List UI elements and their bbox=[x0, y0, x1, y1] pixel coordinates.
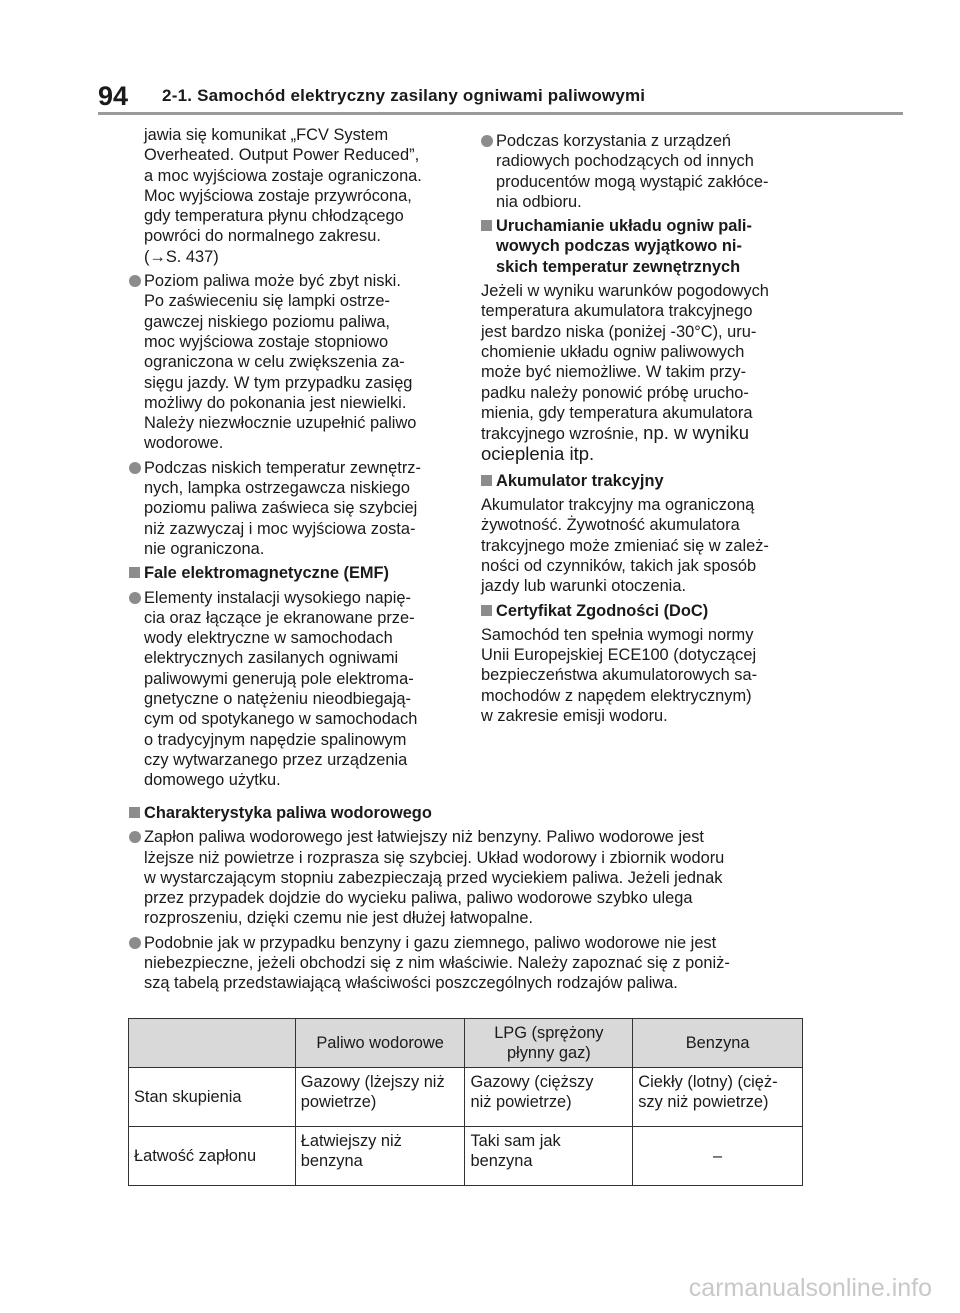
cell-line: benzyna bbox=[300, 1152, 363, 1170]
text-line: nia odbioru. bbox=[496, 192, 582, 211]
text-line: cym od spotykanego w samochodach bbox=[144, 710, 418, 729]
text-fragment: trakcyjnego wzrośnie, bbox=[481, 425, 639, 444]
text-line: niż zazwyczaj i moc wyjściowa zosta- bbox=[144, 519, 416, 538]
heading-doc bbox=[481, 601, 816, 621]
text-line: może być niemożliwe. W takim przy- bbox=[481, 363, 747, 382]
text-line: temperatura akumulatora trakcyjnego bbox=[481, 302, 753, 321]
cell-line: niż powietrze) bbox=[470, 1093, 572, 1111]
text-line: moc wyjściowa zostaje stopniowo bbox=[144, 332, 389, 351]
table-cell bbox=[633, 1068, 803, 1127]
right-column bbox=[481, 131, 816, 730]
text-line: gdy temperatura płynu chłodzącego bbox=[144, 207, 404, 226]
text-line: nych, lampka ostrzegawcza niskiego bbox=[144, 479, 411, 498]
text-line: Należy niezwłocznie uzupełnić paliwo bbox=[144, 414, 417, 433]
text-line: jazdy lub warunki otoczenia. bbox=[481, 577, 686, 596]
table-cell: – bbox=[633, 1127, 803, 1186]
text-line: producentów mogą wystąpić zakłóce- bbox=[496, 172, 769, 191]
bullet-safety bbox=[112, 933, 812, 994]
text-line: ności od czynników, takich jak sposób bbox=[481, 556, 757, 575]
text-line: niebezpieczne, jeżeli obchodzi się z nim właściwie. Należy zapoznać się z poniż- bbox=[144, 954, 730, 973]
heading-text: Uruchamianie układu ogniw pali- bbox=[496, 217, 752, 236]
text-line: gawczej niskiego poziomu paliwa, bbox=[144, 312, 390, 331]
table-header-lpg bbox=[465, 1019, 633, 1068]
text-line: szą tabelą przedstawiającą właściwości poszczególnych rodzajów paliwa. bbox=[144, 974, 678, 993]
bullet-dot-icon bbox=[481, 135, 493, 147]
text-line: Samochód ten spełnia wymogi normy bbox=[481, 625, 754, 644]
text-line: elektrycznych zasilanych ogniwami bbox=[144, 649, 399, 668]
header-line: LPG (sprężony bbox=[494, 1024, 604, 1042]
table-cell bbox=[295, 1068, 465, 1127]
table-header-petrol: Benzyna bbox=[633, 1019, 803, 1068]
square-bullet-icon bbox=[129, 807, 140, 818]
text-line: ocieplenia itp. bbox=[481, 443, 595, 465]
text-line: w zakresie emisji wodoru. bbox=[481, 707, 668, 726]
bullet-dot-icon bbox=[129, 831, 141, 843]
text-line: Zapłon paliwa wodorowego jest łatwiejszy niż benzyny. Paliwo wodorowe jest bbox=[144, 828, 704, 847]
text-line: możliwy do pokonania jest niewielki. bbox=[144, 393, 407, 412]
bullet-ignition bbox=[112, 827, 812, 928]
row-label: Łatwość zapłonu bbox=[129, 1127, 296, 1186]
square-bullet-icon bbox=[481, 220, 492, 231]
text-line: Podczas korzystania z urządzeń bbox=[496, 132, 732, 150]
text-line: w wystarczającym stopniu zabezpieczają przed wyciekiem paliwa. Jeżeli jednak bbox=[144, 868, 723, 887]
text-line: o tradycyjnym napędzie spalinowym bbox=[144, 730, 407, 749]
bullet-low-temperature bbox=[112, 458, 457, 559]
cell-line: Gazowy (lżejszy niż bbox=[300, 1073, 445, 1091]
text-fragment: np. w wyniku bbox=[643, 422, 750, 444]
cell-line: Gazowy (cięższy bbox=[470, 1073, 594, 1091]
cell-line: szy niż powietrze) bbox=[638, 1093, 769, 1111]
cell-line: benzyna bbox=[470, 1152, 533, 1170]
text-line: wodorowe. bbox=[144, 434, 224, 453]
row-label: Stan skupienia bbox=[129, 1068, 296, 1127]
text-line: ograniczona w celu zwiększenia za- bbox=[144, 353, 405, 372]
section-title: 2-1. Samochód elektryczny zasilany ogniwami paliwowymi bbox=[162, 86, 646, 105]
header-line: płynny gaz) bbox=[506, 1044, 591, 1062]
heading-text: Akumulator trakcyjny bbox=[496, 471, 664, 490]
bullet-dot-icon bbox=[129, 462, 141, 474]
text-line: żywotność. Żywotność akumulatora bbox=[481, 516, 740, 535]
text-line: a moc wyjściowa zostaje ograniczona. bbox=[144, 166, 422, 185]
text-line: cia oraz łączące je ekranowane prze- bbox=[144, 608, 415, 627]
cell-line: Łatwiejszy niż bbox=[300, 1132, 402, 1150]
text-line: radiowych pochodzących od innych bbox=[496, 152, 754, 171]
text-line: nie ograniczona. bbox=[144, 539, 265, 558]
text-line: jawia się komunikat „FCV System bbox=[144, 126, 389, 144]
bullet-radio bbox=[481, 131, 816, 212]
text-line: chomienie układu ogniw paliwowych bbox=[481, 342, 745, 361]
text-line: trakcyjnego może zmieniać się w zależ- bbox=[481, 536, 769, 555]
left-column bbox=[112, 125, 457, 795]
header-rule bbox=[98, 112, 903, 115]
text-line: rozproszeniu, dzięki czemu nie jest dłużej łatwopalne. bbox=[144, 909, 534, 928]
table-cell bbox=[465, 1127, 633, 1186]
text-line: Podczas niskich temperatur zewnętrz- bbox=[144, 458, 421, 477]
heading-text: Charakterystyka paliwa wodorowego bbox=[144, 804, 432, 822]
text-line: padku należy ponowić próbę urucho- bbox=[481, 383, 749, 402]
square-bullet-icon bbox=[481, 605, 492, 616]
hydrogen-section bbox=[112, 803, 812, 998]
heading-emf bbox=[112, 563, 457, 583]
text-line: przez przypadek dojdzie do wycieku paliwa, paliwo wodorowe szybko ulega bbox=[144, 889, 693, 908]
square-bullet-icon bbox=[481, 475, 492, 486]
paragraph-cold-start bbox=[481, 281, 816, 465]
page-header bbox=[98, 78, 645, 114]
table-header-empty bbox=[129, 1019, 296, 1068]
paragraph-doc bbox=[481, 625, 816, 726]
text-line: gnetyczne o natężeniu nieodbiegają- bbox=[144, 690, 412, 709]
text-line: mienia, gdy temperatura akumulatora bbox=[481, 403, 753, 422]
bullet-emf bbox=[112, 588, 457, 791]
text-line: Podobnie jak w przypadku benzyny i gazu ziemnego, paliwo wodorowe nie jest bbox=[144, 933, 717, 952]
text-line: lżejsze niż powietrze i rozprasza się szybciej. Układ wodorowy i zbiornik wodoru bbox=[144, 848, 725, 867]
text-line: wody elektryczne w samochodach bbox=[144, 629, 393, 648]
table-row bbox=[129, 1127, 803, 1186]
paragraph-battery bbox=[481, 495, 816, 596]
text-line: poziomu paliwa zaświeca się szybciej bbox=[144, 499, 418, 518]
cell-line: Taki sam jak bbox=[470, 1132, 561, 1150]
text-line: bezpieczeństwa akumulatorowych sa- bbox=[481, 666, 758, 685]
text-line: domowego użytku. bbox=[144, 771, 281, 790]
page-number: 94 bbox=[98, 80, 129, 111]
bullet-dot-icon bbox=[129, 592, 141, 604]
text-line: Poziom paliwa może być zbyt niski. bbox=[144, 272, 401, 291]
text-line: jest bardzo niska (poniżej -30°C), uru- bbox=[481, 322, 757, 341]
bullet-dot-icon bbox=[129, 937, 141, 949]
text-line: sięgu jazdy. W tym przypadku zasięg bbox=[144, 373, 413, 392]
text-line: Moc wyjściowa zostaje przywrócona, bbox=[144, 186, 412, 205]
text-line: powróci do normalnego zakresu. bbox=[144, 227, 381, 246]
text-line bbox=[481, 423, 816, 444]
text-line: Jeżeli w wyniku warunków pogodowych bbox=[481, 282, 769, 301]
cell-line: Ciekły (lotny) (cięż- bbox=[638, 1073, 778, 1091]
text-line: paliwowymi generują pole elektroma- bbox=[144, 669, 414, 688]
text-line: Po zaświeceniu się lampki ostrze- bbox=[144, 292, 390, 311]
cell-line: powietrze) bbox=[300, 1093, 377, 1111]
bullet-low-fuel bbox=[112, 271, 457, 454]
heading-text: Certyfikat Zgodności (DoC) bbox=[496, 601, 709, 620]
table-header-hydrogen: Paliwo wodorowe bbox=[295, 1019, 465, 1068]
table-header-row bbox=[129, 1019, 803, 1068]
bullet-dot-icon bbox=[129, 275, 141, 287]
text-line: Elementy instalacji wysokiego napię- bbox=[144, 588, 411, 607]
watermark: carmanualsonline.info bbox=[688, 1274, 932, 1302]
page-reference: (→S. 437) bbox=[144, 247, 219, 266]
text-line: Unii Europejskiej ECE100 (dotyczącej bbox=[481, 646, 757, 665]
continued-paragraph bbox=[112, 125, 457, 267]
fuel-comparison-table bbox=[128, 1018, 803, 1186]
text-line: mochodów z napędem elektrycznym) bbox=[481, 686, 752, 705]
heading-text: wowych podczas wyjątkowo ni- bbox=[496, 237, 742, 256]
table-cell bbox=[295, 1127, 465, 1186]
heading-battery bbox=[481, 471, 816, 491]
heading-text: skich temperatur zewnętrznych bbox=[496, 257, 741, 276]
heading-hydrogen bbox=[112, 803, 812, 823]
text-line: Overheated. Output Power Reduced”, bbox=[144, 146, 420, 165]
heading-cold-start bbox=[481, 216, 816, 277]
square-bullet-icon bbox=[129, 567, 140, 578]
table-cell bbox=[465, 1068, 633, 1127]
text-line: czy wytwarzanego przez urządzenia bbox=[144, 750, 408, 769]
table-row bbox=[129, 1068, 803, 1127]
text-line: Akumulator trakcyjny ma ograniczoną bbox=[481, 496, 755, 515]
heading-text: Fale elektromagnetyczne (EMF) bbox=[144, 564, 390, 583]
